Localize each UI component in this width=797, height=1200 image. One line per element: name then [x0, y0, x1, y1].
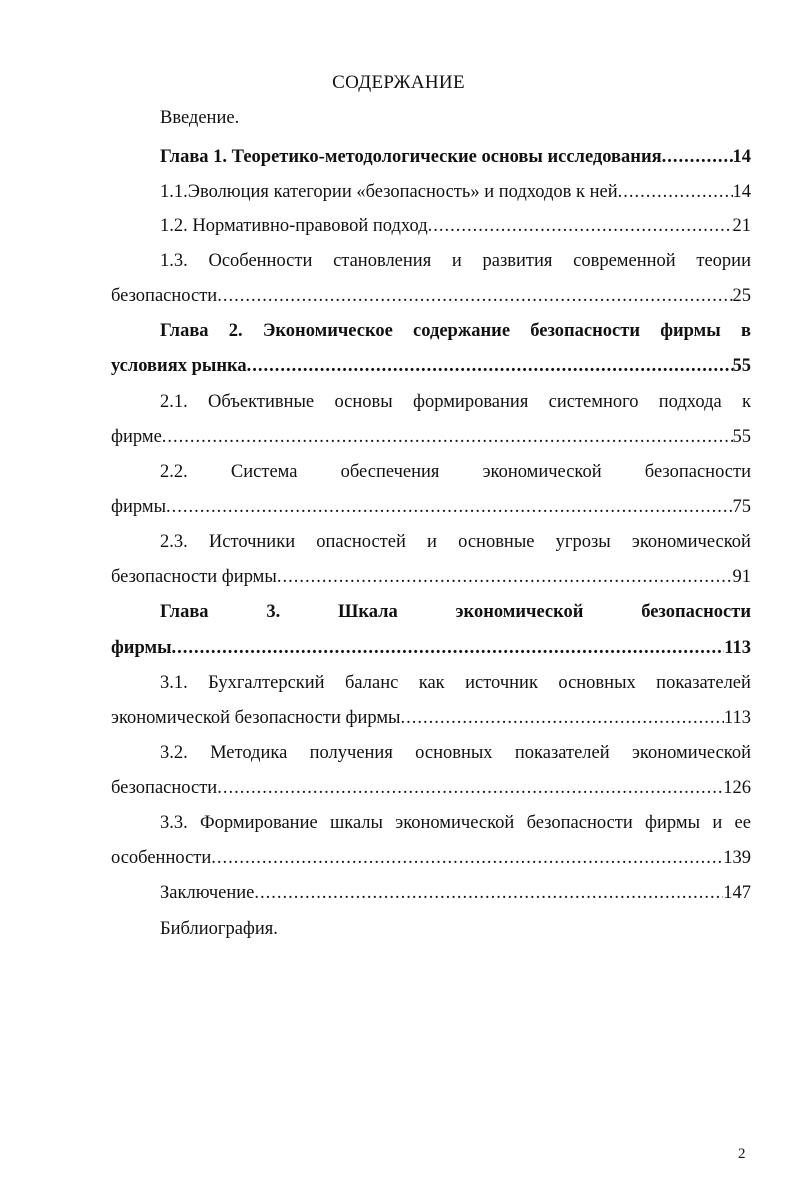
toc-chapter-3-cont: [111, 636, 751, 660]
toc-word: и: [451, 251, 462, 271]
toc-page: 25: [732, 286, 751, 306]
toc-word: Глава: [160, 602, 209, 622]
toc-word: Бухгалтерский: [208, 673, 325, 693]
toc-word: безопасности: [526, 813, 633, 833]
toc-word: 2.3.: [160, 532, 188, 552]
toc-word: показателей: [656, 673, 751, 693]
toc-word: экономической: [631, 532, 751, 552]
toc-page: 55: [732, 427, 751, 447]
toc-label: безопасности: [111, 286, 218, 306]
toc-word: безопасности: [644, 462, 751, 482]
toc-word: 3.3.: [160, 813, 188, 833]
toc-word: основные: [458, 532, 535, 552]
toc-page: 14: [732, 147, 751, 167]
toc-section-1-2: [111, 214, 751, 238]
toc-word: угрозы: [555, 532, 611, 552]
toc-word: Формирование: [200, 813, 318, 833]
toc-word: в: [740, 321, 751, 341]
toc-word: Объективные: [208, 392, 315, 412]
leader-dots: [172, 636, 725, 660]
toc-chapter-3: [111, 600, 751, 624]
toc-word: становления: [333, 251, 432, 271]
page-title: СОДЕРЖАНИЕ: [332, 72, 465, 93]
toc-word: подхода: [658, 392, 722, 412]
leader-dots: [211, 846, 723, 870]
toc-label: условиях рынка: [111, 356, 247, 376]
toc-word: современной: [573, 251, 676, 271]
toc-word: безопасности: [530, 321, 641, 341]
toc-word: содержание: [413, 321, 511, 341]
toc-chapter-1: [111, 145, 751, 169]
toc-page: 139: [723, 848, 751, 868]
toc-section-1-1: [111, 180, 751, 204]
toc-section-2-1: [111, 390, 751, 414]
toc-word: формирования: [413, 392, 529, 412]
toc-section-3-2-cont: [111, 776, 751, 800]
toc-word: Экономическое: [262, 321, 393, 341]
toc-section-2-1-cont: [111, 425, 751, 449]
toc-page: 126: [723, 778, 751, 798]
page-number: 2: [738, 1146, 746, 1162]
toc-word: как: [418, 673, 445, 693]
toc-section-1-3: [111, 249, 751, 273]
toc-section-2-3: [111, 530, 751, 554]
toc-word: безопасности: [641, 602, 751, 622]
leader-dots: [247, 354, 733, 378]
toc-word: 2.2.: [160, 462, 188, 482]
toc-label: 1.1.Эволюция категории «безопасность» и подходов к ней: [160, 182, 618, 202]
toc-label: безопасности фирмы: [111, 567, 277, 587]
leader-dots: [277, 565, 733, 589]
toc-word: развития: [482, 251, 553, 271]
toc-label: Заключение: [160, 883, 255, 903]
toc-page: 113: [723, 708, 751, 728]
toc-page: 75: [732, 497, 751, 517]
toc-section-3-3-cont: [111, 846, 751, 870]
toc-label: особенности: [111, 848, 212, 868]
toc-section-3-1-cont: [111, 706, 751, 730]
toc-word: Глава: [160, 321, 209, 341]
toc-chapter-2-cont: [111, 354, 751, 378]
toc-page: 14: [732, 182, 751, 202]
toc-word: к: [742, 392, 751, 412]
toc-word: опасностей: [316, 532, 406, 552]
toc-page: 147: [723, 883, 751, 903]
leader-dots: [217, 776, 723, 800]
toc-word: экономической: [482, 462, 602, 482]
toc-word: 1.3.: [160, 251, 188, 271]
leader-dots: [618, 180, 733, 204]
toc-word: шкалы: [329, 813, 383, 833]
toc-word: обеспечения: [340, 462, 440, 482]
toc-word: 2.1.: [160, 392, 188, 412]
toc-word: основы: [334, 392, 393, 412]
toc-introduction: [111, 106, 751, 130]
toc-section-2-3-cont: [111, 565, 751, 589]
toc-page: 91: [732, 567, 751, 587]
toc-word: и: [427, 532, 437, 552]
toc-page: 55: [732, 356, 751, 376]
leader-dots: [428, 214, 733, 238]
leader-dots: [400, 706, 723, 730]
toc-page: 21: [732, 216, 751, 236]
leader-dots: [166, 495, 733, 519]
toc-word: Система: [230, 462, 298, 482]
toc-word: системного: [548, 392, 639, 412]
toc-section-3-2: [111, 741, 751, 765]
toc-label: фирмы: [111, 497, 166, 517]
toc-word: 3.: [266, 602, 281, 622]
leader-dots: [162, 425, 733, 449]
toc-section-1-3-cont: [111, 284, 751, 308]
leader-dots: [254, 881, 723, 905]
toc-page: 113: [724, 638, 751, 658]
toc-word: и: [712, 813, 723, 833]
toc-word: Источники: [208, 532, 296, 552]
toc-chapter-2: [111, 319, 751, 343]
leader-dots: [217, 284, 732, 308]
toc-label: Библиография.: [160, 919, 278, 939]
toc-word: основных: [558, 673, 636, 693]
toc-label: Введение.: [160, 108, 240, 128]
toc-word: теории: [696, 251, 751, 271]
toc-label: 1.2. Нормативно-правовой подход: [160, 216, 428, 236]
toc-word: Особенности: [208, 251, 313, 271]
toc-word: показателей: [514, 743, 610, 763]
toc-word: экономической: [395, 813, 515, 833]
toc-word: экономической: [631, 743, 751, 763]
toc-word: Шкала: [338, 602, 398, 622]
toc-section-2-2: [111, 460, 751, 484]
toc-conclusion: [111, 881, 751, 905]
toc-word: основных: [415, 743, 493, 763]
toc-label: фирмы: [111, 638, 172, 658]
toc-word: источник: [465, 673, 538, 693]
toc-label: безопасности: [111, 778, 218, 798]
toc-bibliography: [111, 917, 751, 941]
toc-word: получения: [309, 743, 393, 763]
toc-section-3-1: [111, 671, 751, 695]
toc-label: Глава 1. Теоретико-методологические основы исследования: [160, 147, 662, 167]
toc-word: 3.1.: [160, 673, 188, 693]
toc-word: баланс: [345, 673, 399, 693]
toc-label: фирме: [111, 427, 162, 447]
toc-word: ее: [734, 813, 751, 833]
toc-word: Методика: [210, 743, 288, 763]
toc-section-2-2-cont: [111, 495, 751, 519]
toc-section-3-3: [111, 811, 751, 835]
toc-word: экономической: [455, 602, 584, 622]
leader-dots: [662, 145, 733, 169]
toc-label: экономической безопасности фирмы: [111, 708, 401, 728]
toc-word: фирмы: [660, 321, 721, 341]
toc-word: 2.: [228, 321, 243, 341]
toc-word: 3.2.: [160, 743, 188, 763]
toc-word: фирмы: [645, 813, 701, 833]
